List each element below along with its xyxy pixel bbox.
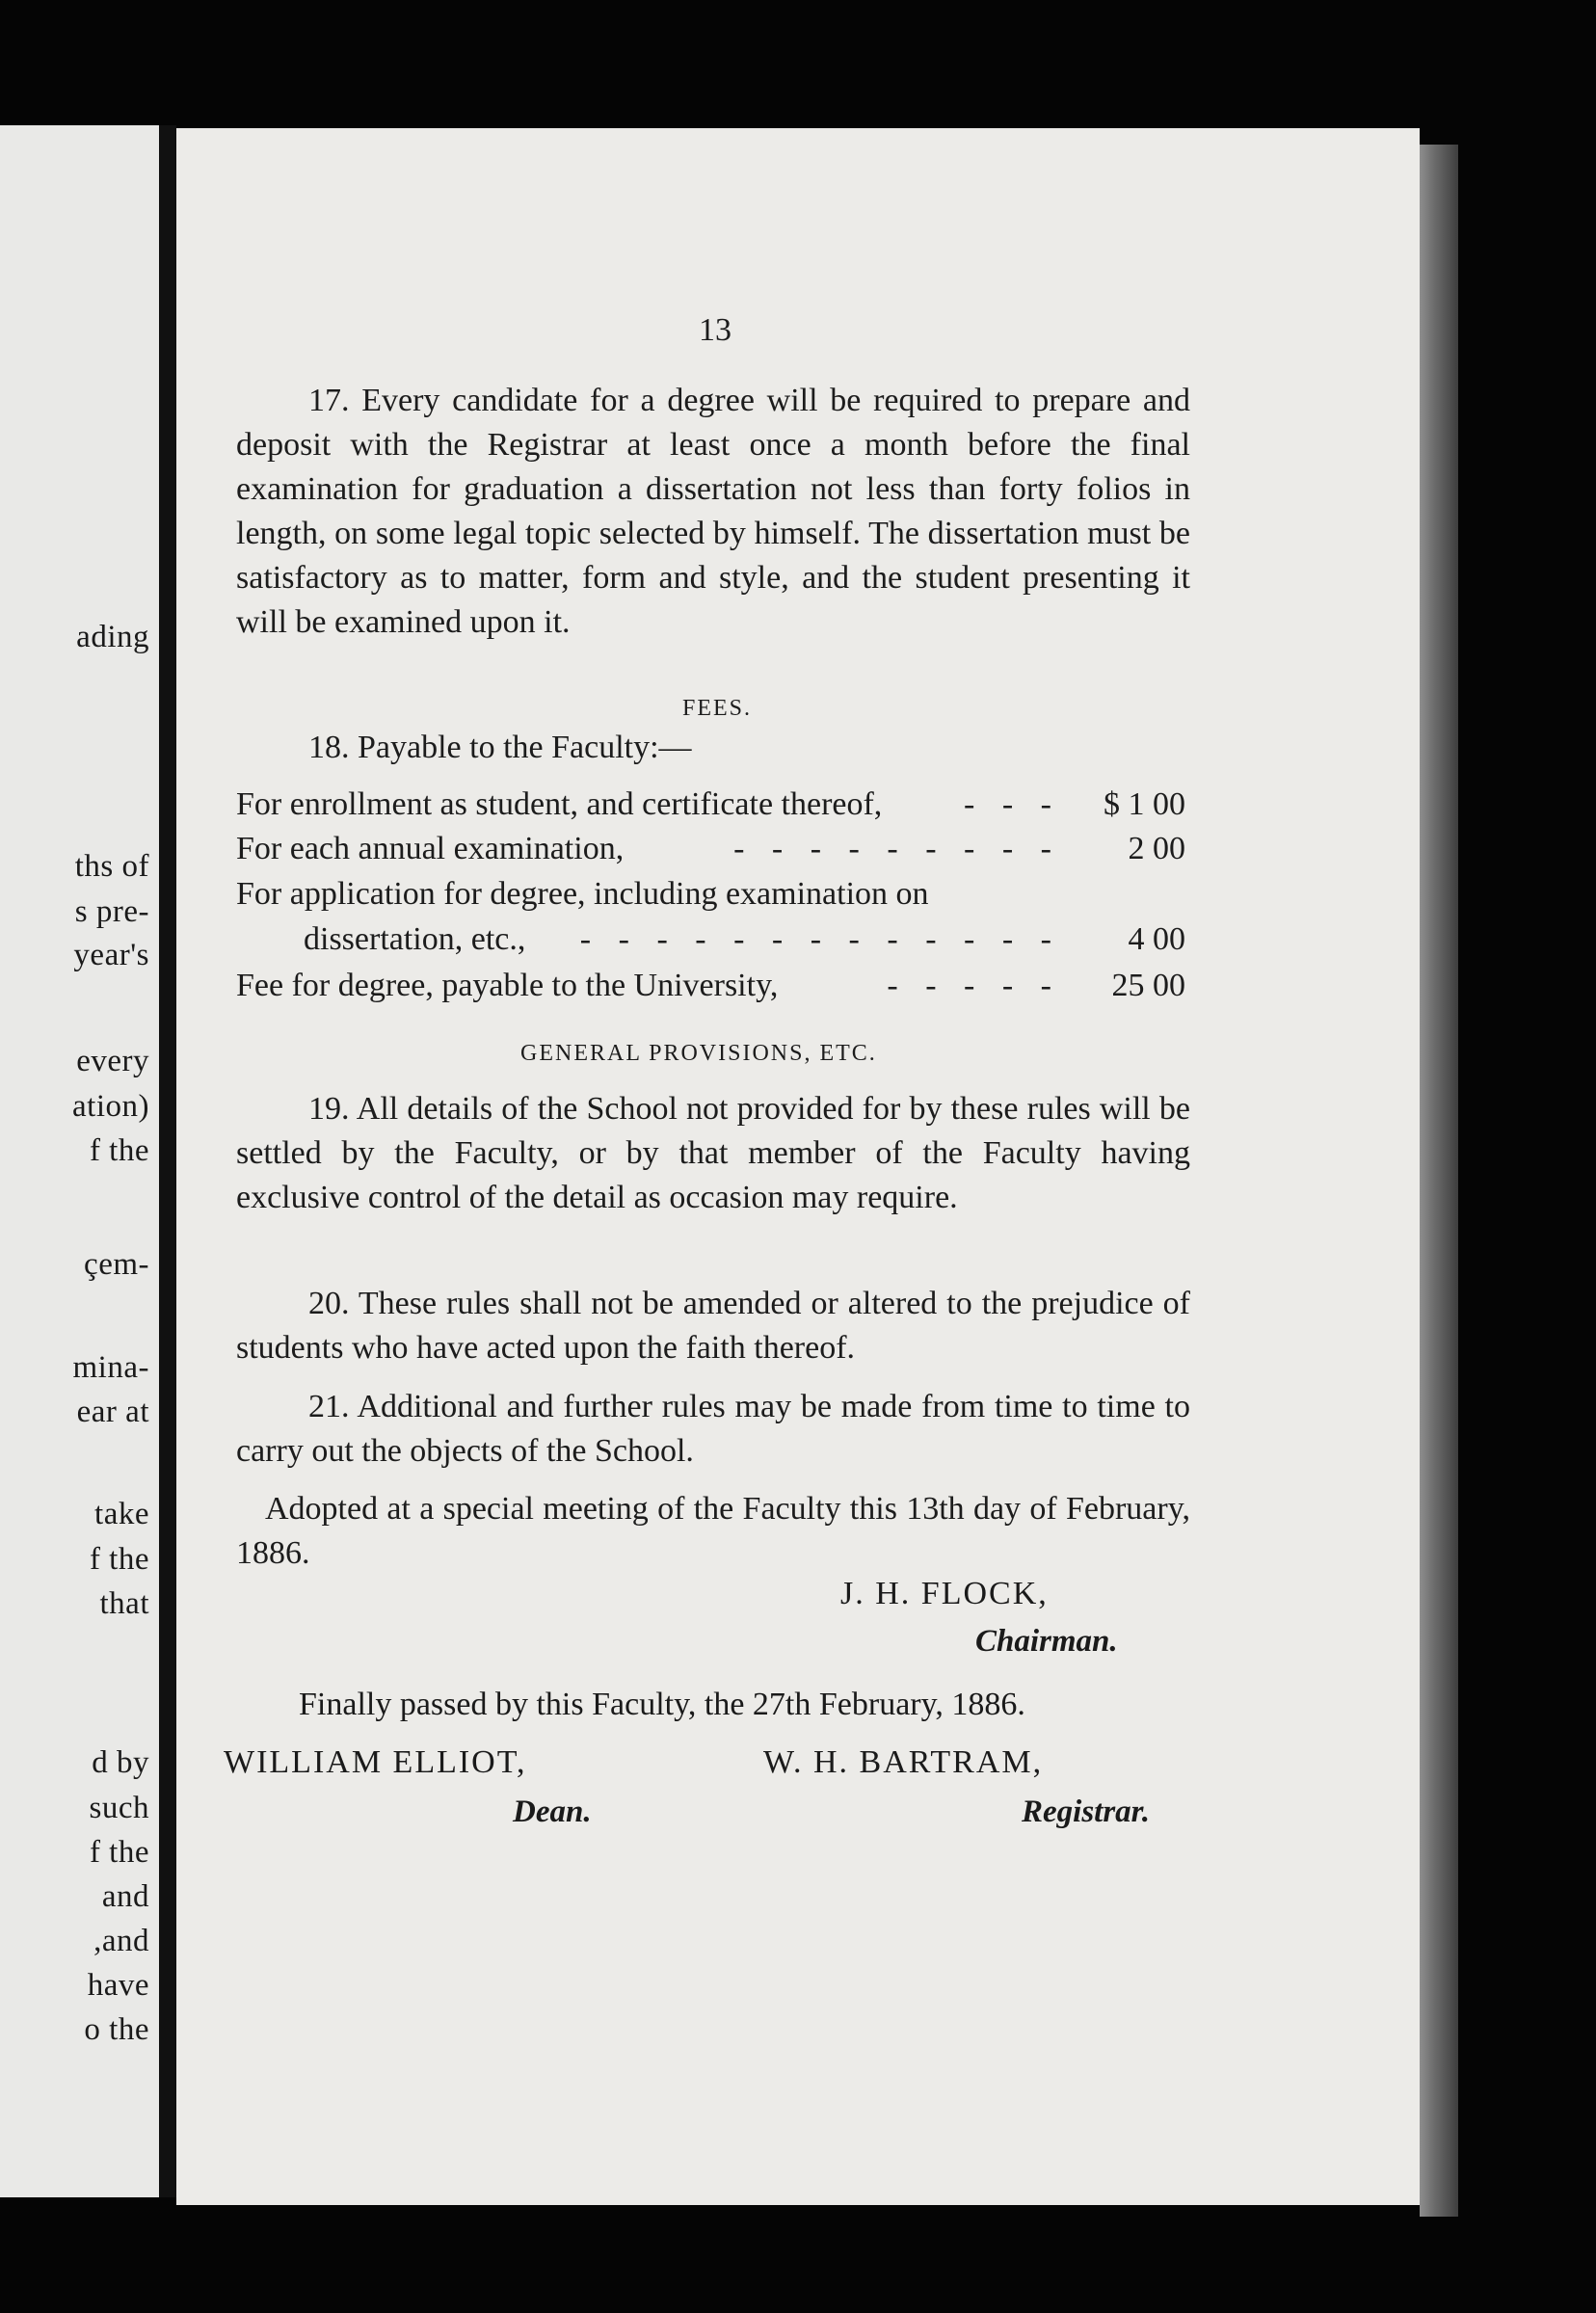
- provisions-heading: GENERAL PROVISIONS, ETC.: [520, 1041, 877, 1066]
- chairman-title: Chairman.: [975, 1624, 1118, 1659]
- book-spine: [159, 125, 176, 2197]
- fee-row: [236, 964, 1185, 1008]
- dean-name: WILLIAM ELLIOT,: [224, 1744, 527, 1780]
- left-page-line: and: [101, 1879, 149, 1914]
- rule-21-paragraph: [236, 1385, 1190, 1474]
- registrar-name: W. H. BARTRAM,: [763, 1744, 1044, 1780]
- page-number: 13: [699, 312, 732, 348]
- rule-17-paragraph: [236, 379, 1190, 645]
- left-page-line: o the: [84, 2012, 149, 2047]
- rule-19-text: 19. All details of the School not provided for by these rules will be settled by the Faculty, or by that member of the Faculty having exclusive control of the detail as occasion may require.: [236, 1091, 1190, 1215]
- rule-19-paragraph: [236, 1087, 1190, 1220]
- fee-row: [304, 917, 1185, 962]
- fee-leader: - - - - - - - - -: [733, 831, 1061, 866]
- left-page-line: ation): [72, 1089, 149, 1124]
- rule-18-text: 18. Payable to the Faculty:—: [308, 730, 692, 765]
- fee-amount: $ 1 00: [1104, 786, 1185, 822]
- left-page-line: ths of: [74, 849, 149, 884]
- fee-amount: 2 00: [1128, 831, 1185, 866]
- left-page-line: f the: [89, 1133, 149, 1168]
- rule-18-paragraph: [236, 726, 1190, 770]
- left-page-line: have: [87, 1968, 149, 2003]
- rule-20-paragraph: [236, 1282, 1190, 1370]
- adopted-text: Adopted at a special meeting of the Faculty this 13th day of February, 1886.: [236, 1491, 1190, 1571]
- left-page-line: ading: [76, 620, 149, 654]
- left-page-line: every: [76, 1044, 149, 1078]
- fee-row: [236, 872, 1185, 917]
- left-page-line: that: [99, 1586, 149, 1621]
- fee-row: [236, 827, 1185, 871]
- rule-20-text: 20. These rules shall not be amended or altered to the prejudice of students who have acted upon the faith thereof.: [236, 1286, 1190, 1366]
- registrar-title: Registrar.: [1022, 1795, 1150, 1829]
- rule-17-text: 17. Every candidate for a degree will be required to prepare and deposit with the Registrar at least once a month before the final examination for graduation a dissertation not less than forty folios in length, on some legal topic selected by himself. The dissertation must be satisfactory as to matter, form and style, and the student presenting it will be examined upon it.: [236, 383, 1190, 640]
- left-page-line: ear at: [76, 1395, 149, 1429]
- fee-description: For application for degree, including examination on: [236, 876, 929, 912]
- adopted-paragraph: [236, 1487, 1190, 1576]
- finally-passed-text: Finally passed by this Faculty, the 27th February, 1886.: [299, 1687, 1025, 1722]
- left-page-fragment: [0, 125, 159, 2197]
- page-edge: [1420, 145, 1458, 2217]
- left-page-line: çem-: [84, 1247, 149, 1282]
- fee-leader: - - - - - - - - - - - - -: [579, 921, 1061, 957]
- left-page-line: take: [94, 1497, 149, 1531]
- rule-21-text: 21. Additional and further rules may be made from time to time to carry out the objects of the School.: [236, 1389, 1190, 1469]
- left-page-line: such: [89, 1791, 149, 1825]
- chairman-name: J. H. FLOCK,: [840, 1576, 1049, 1611]
- left-page-line: f the: [89, 1835, 149, 1870]
- fee-leader: - - -: [964, 786, 1061, 822]
- fee-description: Fee for degree, payable to the University,: [236, 968, 779, 1003]
- left-page-line: s pre-: [74, 894, 149, 929]
- dean-title: Dean.: [513, 1795, 592, 1829]
- fee-description: For each annual examination,: [236, 831, 625, 866]
- fee-description: dissertation, etc.,: [304, 921, 526, 957]
- fee-amount: 25 00: [1111, 968, 1185, 1003]
- left-page-line: f the: [89, 1542, 149, 1577]
- fees-heading: FEES.: [682, 696, 753, 721]
- left-page-line: year's: [73, 938, 149, 972]
- left-page-line: ,and: [93, 1924, 149, 1958]
- fee-row: [236, 783, 1185, 827]
- fee-description: For enrollment as student, and certificate thereof,: [236, 786, 883, 822]
- fee-leader: - - - - -: [887, 968, 1061, 1003]
- left-page-line: d by: [92, 1745, 149, 1780]
- fee-amount: 4 00: [1128, 921, 1185, 957]
- left-page-line: mina-: [72, 1350, 149, 1385]
